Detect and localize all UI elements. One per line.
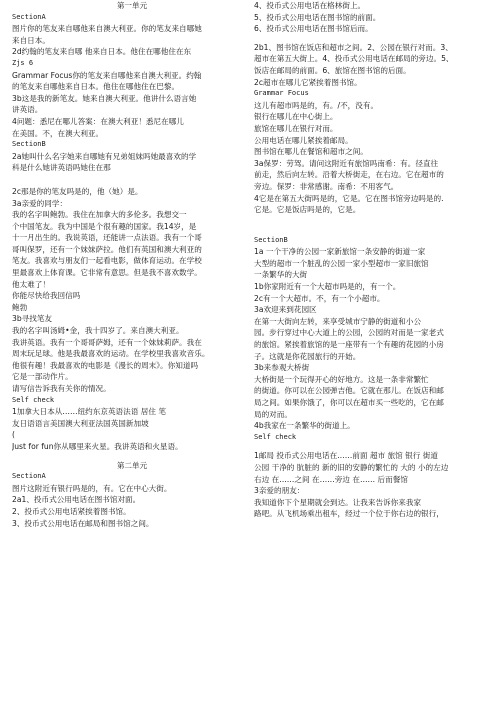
text-line: 的街道。你可以在公园弹吉他。它就在那儿。在饭店和邮 [254, 386, 444, 396]
text-line: 我的名字叫鲍勃。我住在加拿大的多伦多。我想交一 [12, 210, 187, 220]
text-line: 子。这就是你花园旅行的开始。 [254, 351, 361, 361]
spacer [254, 216, 494, 228]
text-line: 3a欢迎来到花园区 [254, 305, 317, 315]
section-heading: SectionB [12, 140, 46, 149]
text-line: 3b来参观大桥街 [254, 363, 310, 373]
text-line: 在美国。不，在澳大利亚。 [12, 128, 104, 138]
text-line: 笔友。我喜欢与朋友们一起看电影，做体育运动。在学校 [12, 256, 202, 266]
text-line: 科是什么她讲英语吗她住在那 [12, 163, 111, 173]
left-column [12, 0, 252, 529]
text-line: 周末玩足球。他是我最喜欢的运动。在学校里我喜欢音乐。 [12, 349, 210, 359]
spacer [254, 228, 494, 235]
text-line: 路吧。从飞机场乘出租车，经过一个位于你右边的银行， [254, 509, 444, 519]
text-line: 鲍勃 [12, 302, 28, 312]
text-line: 来自日本。 [12, 35, 50, 45]
text-line: 你能尽快给我回信吗 [12, 291, 81, 301]
text-line: 2c超市在哪儿它紧挨着图书馆。 [254, 77, 362, 87]
text-line: 我知道你下个星期就会到达。让我来告诉你来我家 [254, 497, 422, 507]
unit-title: 第二单元 [116, 460, 148, 470]
text-line: 它是一部动作片。 [12, 372, 73, 382]
text-line: 个中国笔友。我为中国是个很有趣的国家。我14岁，是 [12, 221, 197, 231]
text-line: 图片这附近有银行吗是的，有。它在中心大街。 [12, 483, 172, 493]
text-line: Grammar Focus你的笔友来自哪他来自澳大利亚。约翰 [12, 70, 202, 80]
text-line: Just for fun你从哪里来火星。我讲英语和火星语。 [12, 441, 183, 451]
text-line: 一条繁华的大街 [254, 270, 308, 280]
section-heading: Self check [254, 432, 297, 441]
spacer [254, 35, 494, 42]
text-line: 6、投币式公用电话在图书馆后而。 [254, 24, 373, 34]
text-line: 讲英语。 [12, 105, 43, 115]
unit-title: 第一单元 [116, 1, 148, 10]
section-heading: SectionA [12, 472, 46, 481]
text-line: 大桥街是一个玩得开心的好地方。这是一条非常繁忙 [254, 374, 429, 384]
text-line: 4它是在第五大街吗是的，它是。它在图书馆旁边吗是的. [254, 193, 444, 203]
text-line: 1a 一个干净的公园一家新旅馆一条安静的街道一家 [254, 247, 426, 257]
text-line: 哥叫保罗，还有一个妹妹萨拉。他们有英国和澳大利亚的 [12, 244, 202, 254]
section-heading: Grammar Focus [254, 89, 309, 98]
text-line: 局的对而。 [254, 409, 292, 419]
text-line: 我的名字叫汤姆•金，我十四岁了。来自澳大利亚。 [12, 326, 184, 336]
text-line: 1加拿大日本从……纽约东京英语法语 居住 笔 [12, 407, 166, 417]
text-line: 2c有一个大超市。不，有一个小超市。 [254, 293, 385, 303]
text-line: 2a1、投币式公用电话在图书馆对面。 [12, 495, 141, 505]
section-heading: SectionB [254, 235, 288, 244]
text-line: 公园 干净的 肮脏的 新的旧的安静的繁忙的 大的 小的左边 [254, 462, 449, 472]
text-line: 2d约翰的笔友来自哪 他来自日本。他住在哪他住在东 [12, 47, 192, 57]
text-line: 他很有趣！我最喜欢的电影是《漫长的周末》。你知道吗 [12, 360, 199, 370]
spacer [12, 453, 252, 460]
text-line: 3b寻找笔友 [12, 314, 53, 324]
text-line: 园。步行穿过中心大道上的公园，公园的对而是一家老式 [254, 328, 444, 338]
text-line: 2b1、图书馆在饭店和超市之间。2、公园在银行对而。3、 [254, 42, 453, 52]
text-line: 十一月出生的。我说英语，还能讲一点法语。我有一个哥 [12, 233, 202, 243]
text-line: 4、投币式公用电话在格林街上。 [254, 1, 366, 10]
section-heading: Self check [12, 395, 55, 404]
right-column [254, 0, 494, 520]
text-line: 5、投币式公用电话在图书馆的前面。 [254, 12, 381, 22]
text-line: 3、投币式公用电话在邮局和图书馆之间。 [12, 518, 154, 528]
text-line: 他太难了！ [12, 279, 50, 289]
text-line: 右边 在……之间 在……旁边 在…… 后而餐馆 [254, 474, 408, 484]
text-line: 1b你家附近有一个大超市吗是的，有一个。 [254, 282, 401, 292]
text-line: 局之间。如果你饿了，你可以在超市买一些吃的，它在邮 [254, 398, 444, 407]
text-line: 3亲爱的朋友： [254, 486, 305, 496]
text-line: 3a亲爱的同学： [12, 198, 68, 208]
text-line: 前走，然后向左转。沿着大桥街走，在右边。它在超市的 [254, 170, 444, 180]
text-line: 饭店在邮局的前面。6、旅馆在图书馆的后面。 [254, 65, 411, 75]
text-line: 4b我家在一条繁华的街道上。 [254, 421, 355, 431]
section-heading: SectionA [12, 12, 46, 21]
text-line: 3b这是我的新笔友。她来自澳大利亚。他讲什么语言她 [12, 93, 197, 103]
text-line: 这儿有超市吗是的，有。/不，没有。 [254, 100, 379, 110]
text-line: 我讲英语。我有一个哥哥萨姆，还有一个妹妹莉萨。我在 [12, 337, 202, 347]
text-line: 2a她叫什么名字她来自哪她有兄弟姐妹吗她最喜欢的学 [12, 151, 197, 161]
text-line: 请写信告诉我有关你的情况。 [12, 384, 111, 393]
text-line: 旁边。保罗：非常感谢。南希：不用客气。 [254, 181, 399, 191]
text-line: 里最喜欢上体育课。它非常有意思。但是我不喜欢数学。 [12, 268, 202, 278]
text-line: 4问题：悉尼在哪儿答案：在澳大利亚！悉尼在哪儿 [12, 116, 184, 126]
text-line: 3a保罗：劳驾。请问这附近有旅馆吗南希：有。径直往 [254, 158, 439, 168]
text-line: 2、投币式公用电话紧挨着图书馆。 [12, 506, 131, 516]
text-line: 1邮局 投币式公用电话在……前面 超市 旅馆 银行 街道 [254, 451, 438, 461]
text-line: 大型的超市一个脏乱的公园一家小型超市一家旧旅馆 [254, 258, 429, 268]
text-line: 它是。它是饭店吗是的，它是。 [254, 205, 361, 215]
text-line: ( [12, 430, 15, 440]
spacer [254, 443, 494, 450]
text-line: 的笔友来自哪他来自日本。他住在哪他住在巴黎。 [12, 82, 180, 92]
text-line: 图书馆在哪儿在餐馆和超市之间。 [254, 147, 368, 157]
spacer [12, 174, 252, 186]
text-line: 2c那是你的笔友吗是的，他（她）是。 [12, 186, 143, 196]
text-line: 图片你的笔友来自哪他来自澳大利亚。你的笔友来自哪她 [12, 24, 202, 34]
text-line: 银行在哪儿在中心街上。 [254, 112, 338, 122]
section-heading: Zjs 6 [12, 58, 34, 67]
text-line: 旅馆在哪儿在银行对而。 [254, 123, 338, 133]
text-line: 友日语语言美国澳大利亚法国英国新加坡 [12, 418, 149, 428]
text-line: 公用电话在哪儿紧挨着邮局。 [254, 135, 353, 145]
text-line: 的旅馆。紧挨着旅馆的是一座带有一个有趣的花园的小房 [254, 340, 444, 350]
text-line: 超市在第五大街上。4、投币式公用电话在邮局的旁边。5、 [254, 54, 454, 64]
text-line: 在第一大街向左转，来享受城市宁静的街道和小公 [254, 316, 422, 326]
